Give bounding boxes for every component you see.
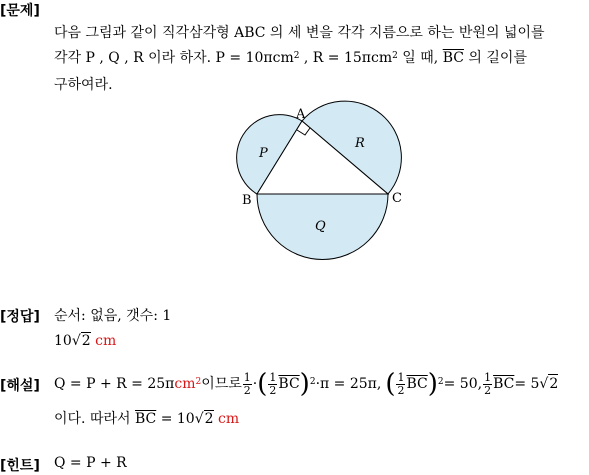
problem-tag: [문제] [0,3,40,19]
solution-line-2-radicand: 2 [204,411,214,427]
problem-line-2-c: 일 때, [397,50,443,66]
paren-open-1: ( [257,369,268,399]
square-2: 2 [437,376,444,387]
problem-line-3: 구하여라. [54,77,113,93]
answer-meta: 순서: 없음, 갯수: 1 [54,308,172,324]
paren-open-2: ( [385,369,396,399]
label-c: C [392,191,402,206]
hint-text: Q = P + R [54,455,127,471]
problem-line-2 [54,49,527,68]
label-q: Q [315,219,326,234]
label-r: R [355,136,365,151]
segment-bc: $\overline{BC}$ [442,50,464,66]
segment-bc-3: $\overline{BC}$ [493,375,515,392]
solution-unit-sup: 2 [195,376,202,387]
solution-eq1: Q = P + R = 25π [54,375,175,392]
problem-line-2-b: , R = 15πcm [299,50,393,66]
segment-bc-4: $\overline{BC}$ [134,411,157,427]
solution-pi-part: ·π = 25π, [315,375,382,392]
solution-line-1 [54,366,558,402]
dot-1: · [252,375,258,392]
segment-bc-2: $\overline{BC}$ [406,375,428,392]
problem-line-1: 다음 그림과 같이 직각삼각형 ABC 의 세 변을 각각 지름으로 하는 반원의 넓이를 [54,25,545,41]
solution-unit: cm [174,375,196,392]
solution-eq-end: = 5√ [514,375,549,392]
answer-radicand: 2 [81,333,91,349]
fraction-half-4: $\frac{1}{2}$ [484,370,492,397]
solution-tag: [해설] [0,378,40,394]
paren-close-1: ) [299,369,310,399]
segment-bc-1: $\overline{BC}$ [278,375,300,392]
answer-tag: [정답] [0,309,40,325]
sup-2: 2 [392,51,398,61]
solution-eq-50: = 50, [443,375,483,392]
fraction-half-3: $\frac{1}{2}$ [397,370,405,397]
answer-value-prefix: 10√ [54,333,81,349]
fraction-half-2: $\frac{1}{2}$ [269,370,277,397]
fraction-half-1: $\frac{1}{2}$ [243,370,251,397]
problem-line-2-d: 의 길이를 [463,50,527,66]
square-1: 2 [309,376,316,387]
label-a: A [296,107,306,122]
label-b: B [242,193,252,208]
answer-value [54,332,116,351]
solution-line-2-a: 이다. 따라서 [54,411,135,427]
problem-line-2-a: 각각 P , Q , R 이라 하자. P = 10πcm [54,50,294,66]
label-p: P [259,146,268,161]
solution-eq-end-radicand: 2 [549,376,559,392]
semicircle-figure [230,100,420,275]
answer-unit: cm [90,333,117,349]
paren-close-2: ) [427,369,438,399]
sup-1: 2 [293,51,300,61]
solution-eq1-tail: 이므로 [201,375,242,392]
solution-line-2 [54,410,239,429]
hint-tag: [힌트] [0,458,40,474]
solution-line-2-unit: cm [213,411,240,427]
solution-line-2-b: = 10√ [156,411,204,427]
